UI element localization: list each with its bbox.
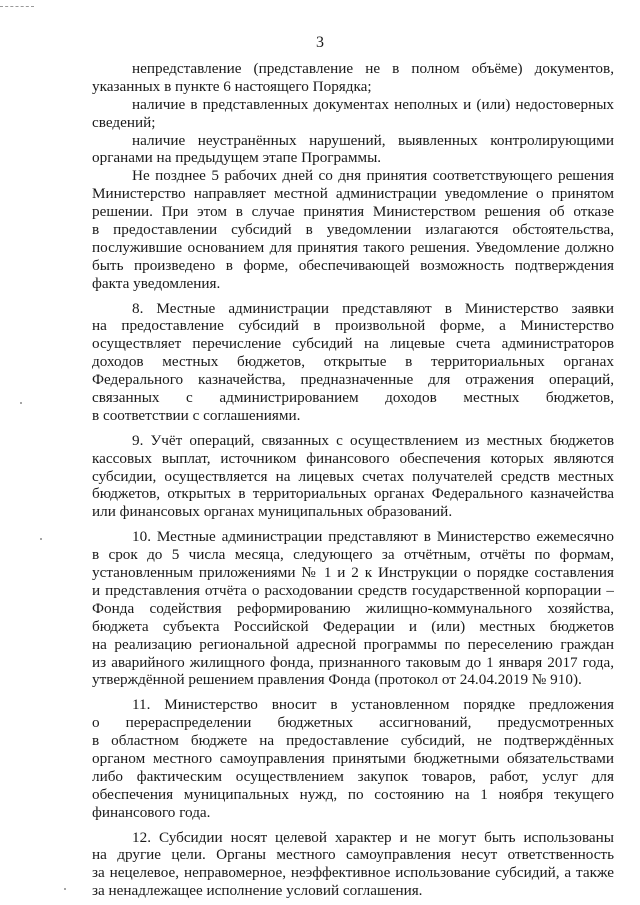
paragraph [92, 829, 614, 901]
paragraph [92, 60, 614, 96]
paragraph [92, 528, 614, 689]
text-line: наличие в представленных документах неполных и (или) недостоверных [132, 95, 614, 113]
text-line: указанных в пункте 6 настоящего Порядка; [92, 77, 372, 95]
text-line: финансового года. [92, 803, 211, 821]
paragraph [92, 96, 614, 132]
text-line: за ненадлежащее исполнение условий соглашения. [92, 882, 423, 900]
text-line: сведений; [92, 113, 156, 131]
text-line: утверждённой решением правления Фонда (протокол от 24.04.2019 № 910). [92, 671, 582, 689]
text-line: осуществляет перечисление субсидий на лицевые счета администраторов [92, 335, 614, 353]
text-line: Федерального казначейства, предназначенные для отражения операций, [92, 371, 614, 389]
paragraph [92, 696, 614, 821]
text-line: или финансовых органах муниципальных образований. [92, 503, 453, 521]
text-line: о перераспределении бюджетных ассигнований, предусмотренных [92, 714, 614, 732]
text-line: 8. Местные администрации представляют в Министерство заявки [132, 299, 614, 317]
text-line: в предоставлении субсидий в уведомлении излагаются обстоятельства, [92, 221, 614, 239]
text-line: из аварийного жилищного фонда, признанного таковым до 1 января 2017 года, [92, 653, 614, 671]
text-line: органом местного самоуправления принятыми бюджетными обязательствами [92, 749, 614, 767]
scan-speck [20, 402, 22, 404]
paragraph [92, 432, 614, 521]
page-number: 3 [316, 34, 324, 51]
text-line: органами на предыдущем этапе Программы. [92, 149, 382, 167]
text-line: за нецелевое, неправомерное, неэффективное использование субсидий, а также [92, 864, 614, 882]
text-line: субсидии, осуществляется на лицевых счетах получателей средств местных [92, 467, 614, 485]
paragraph [92, 300, 614, 425]
text-line: 11. Министерство вносит в установленном порядке предложения [132, 696, 614, 714]
text-line: и представления отчёта о расходовании средств государственной корпорации – [92, 581, 614, 599]
text-line: факта уведомления. [92, 274, 221, 292]
text-line: на предоставление субсидий в произвольной форме, а Министерство [92, 317, 614, 335]
text-line: связанных с администрированием доходов местных бюджетов, [92, 389, 614, 407]
text-line: в областном бюджете на предоставление субсидий, не подтверждённых [92, 732, 614, 750]
text-line: решении. При этом в случае принятия Министерством решения об отказе [92, 203, 614, 221]
text-line: Не позднее 5 рабочих дней со дня принятия соответствующего решения [132, 167, 614, 185]
paragraph [92, 132, 614, 168]
text-line: обеспечения муниципальных нужд, по состоянию на 1 ноября текущего [92, 785, 614, 803]
text-line: в соответствии с соглашениями. [92, 406, 301, 424]
paragraph [92, 167, 614, 292]
text-line: быть произведено в форме, обеспечивающей возможность подтверждения [92, 256, 614, 274]
text-line: либо фактическим осуществлением закупок товаров, работ, услуг для [92, 767, 614, 785]
text-line: в срок до 5 числа месяца, следующего за отчётным, отчёты по формам, [92, 546, 614, 564]
text-line: на реализацию региональной адресной программы по переселению граждан [92, 635, 614, 653]
text-line: доходов местных бюджетов, открытые в территориальных органах [92, 353, 614, 371]
text-line: наличие неустранённых нарушений, выявленных контролирующими [132, 131, 614, 149]
scan-speck [40, 538, 42, 540]
text-line: установленным приложениями № 1 и 2 к Инструкции о порядке составления [92, 564, 614, 582]
text-line: Министерство направляет местной администрации уведомление о принятом [92, 185, 614, 203]
text-line: 10. Местные администрации представляют в Министерство ежемесячно [132, 528, 614, 546]
text-line: бюджетов, открытых в территориальных органах Федерального казначейства [92, 485, 614, 503]
text-line: на другие цели. Органы местного самоуправления несут ответственность [92, 846, 614, 864]
text-line: кассовых выплат, источником финансового обеспечения которых являются [92, 449, 614, 467]
document-body [92, 60, 614, 900]
text-line: непредставление (представление не в полном объёме) документов, [132, 60, 614, 77]
text-line: 12. Субсидии носят целевой характер и не могут быть использованы [132, 828, 614, 846]
text-line: послужившие основанием для принятия такого решения. Уведомление должно [92, 238, 614, 256]
text-line: Фонда содействия реформированию жилищно-коммунального хозяйства, [92, 599, 614, 617]
scan-speck [64, 888, 66, 890]
scan-artifact [0, 6, 34, 8]
text-line: 9. Учёт операций, связанных с осуществлением из местных бюджетов [132, 431, 614, 449]
text-line: бюджета субъекта Российской Федерации и (или) местных бюджетов [92, 617, 614, 635]
